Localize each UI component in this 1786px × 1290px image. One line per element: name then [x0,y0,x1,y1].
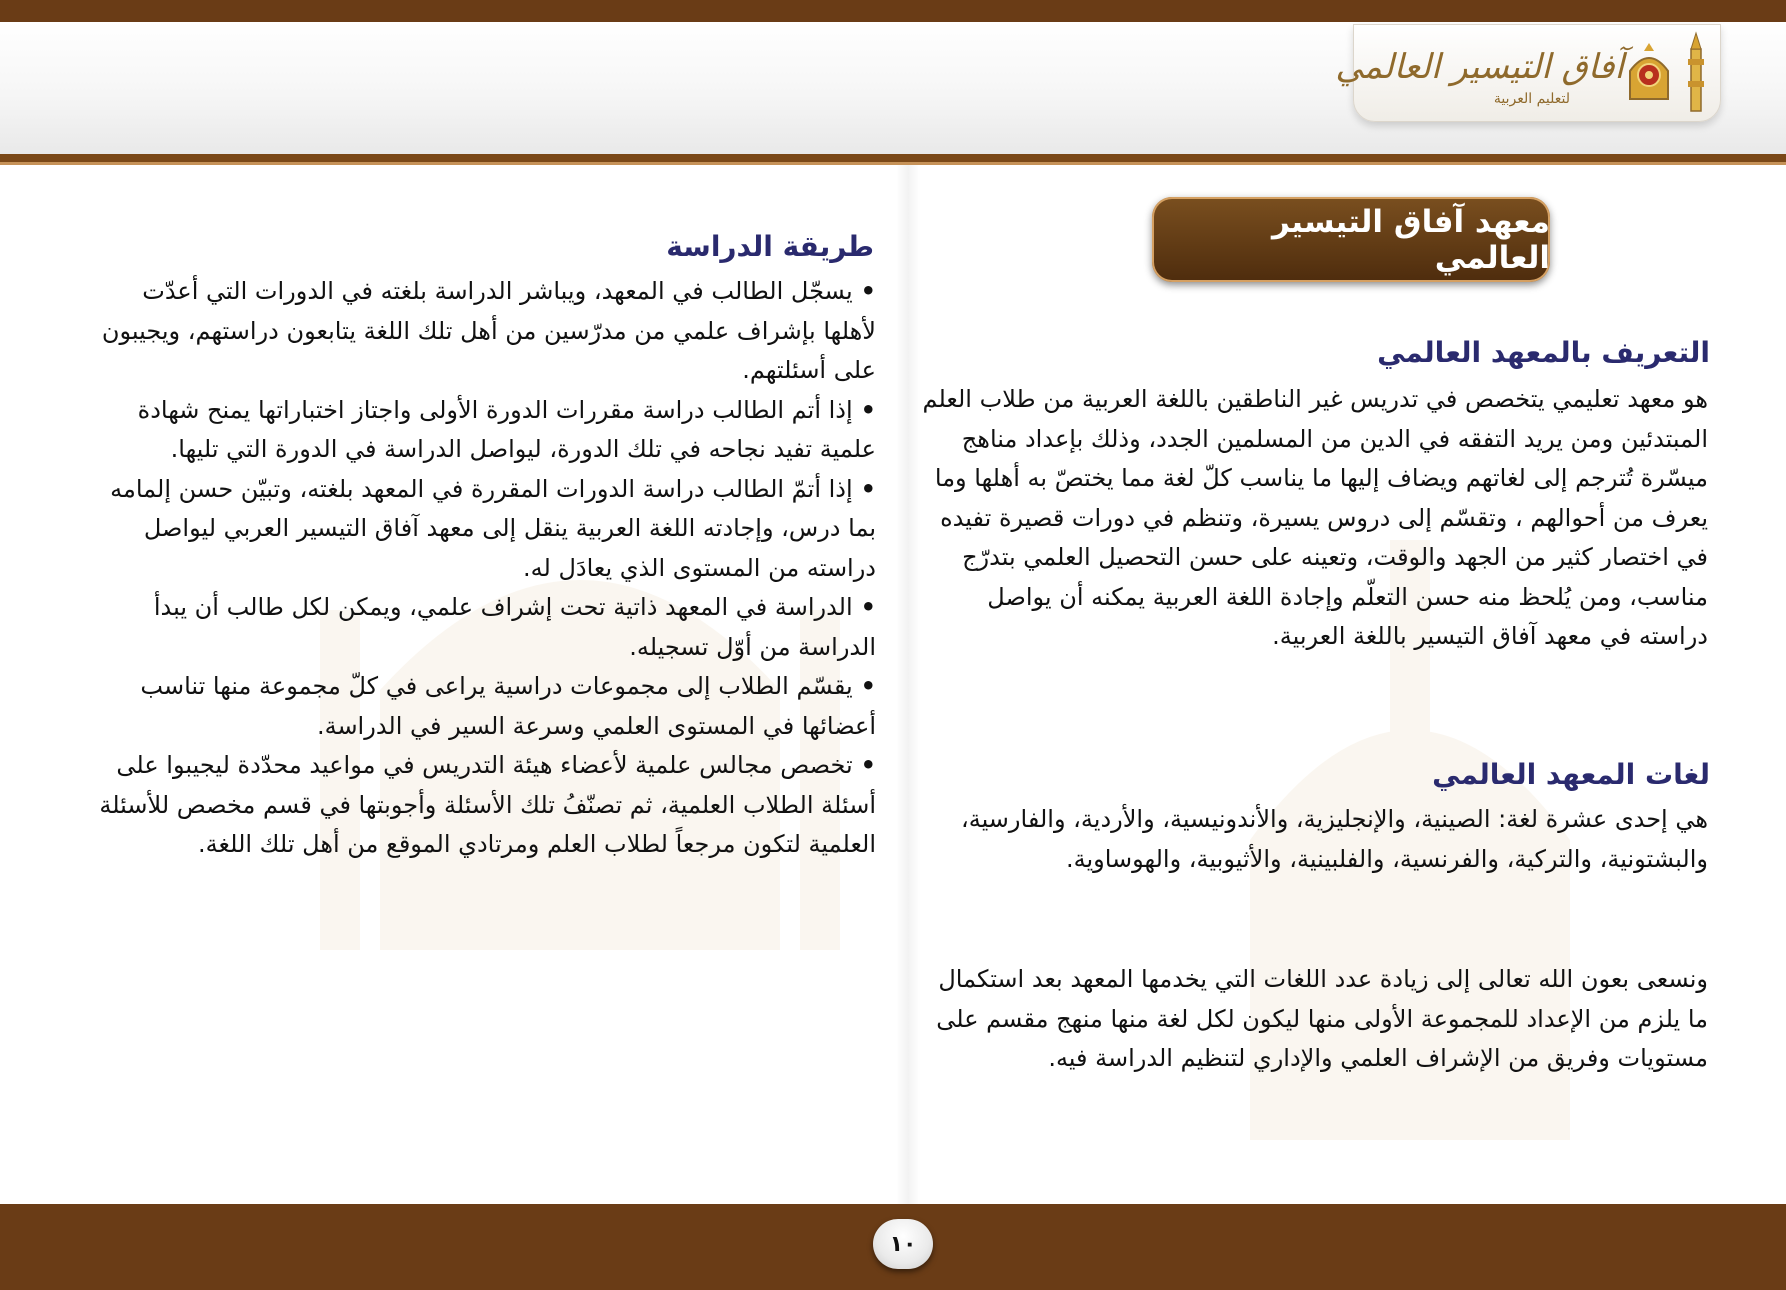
list-item [88,391,876,470]
list-item [88,470,876,589]
logo-emblem-icon [1626,41,1672,103]
top-bar [0,0,1786,22]
study-method-list [88,272,876,865]
list-item [88,746,876,865]
bullet-marker: • [860,593,876,621]
introduction-paragraph: هو معهد تعليمي يتخصص في تدريس غير الناطقين باللغة العربية من طلاب العلم المبتدئين ومن يريد التفقه في الدين من المسلمين الجدد، وذلك بإعداد مناهج ميسّرة تُترجم إلى لغاتهم ويضاف إليها ما يناسب كلّ لغة مما يختصّ به أهلها وما يعرف من أحوالهم ، وتقسّم إلى دروس يسيرة، وتنظم في دورات قصيرة تفيده في اختصار كثير من الجهد والوقت، وتعينه على حسن التحصيل العلمي بتدرّج مناسب، ومن يُلحظ منه حسن التعلّم وإجادة اللغة العربية يمكنه أن يواصل دراسته في معهد آفاق التيسير باللغة العربية. [922,385,1708,650]
languages-plan-paragraph: ونسعى بعون الله تعالى إلى زيادة عدد اللغات التي يخدمها المعهد بعد استكمال ما يلزم من الإعداد للمجموعة الأولى منها ليكون لكل لغة منها منهج مقسم على مستويات وفريق من الإشراف العلمي والإداري لتنظيم الدراسة فيه. [936,965,1708,1072]
section-heading-languages: لغات المعهد العالمي [1432,758,1710,791]
bullet-marker: • [860,277,876,305]
bullet-marker: • [860,672,876,700]
logo-title: آفاق التيسير العالمي [1335,47,1624,87]
list-item-text: يقسّم الطلاب إلى مجموعات دراسية يراعى في كلّ مجموعة منها تناسب أعضائها في المستوى العلمي وسرعة السير في الدراسة. [140,672,876,740]
page-number: ١٠ [873,1219,933,1269]
list-item [88,667,876,746]
languages-paragraph: هي إحدى عشرة لغة: الصينية، والإنجليزية، والأندونيسية، والأردية، والفارسية، والبشتونية، والتركية، والفرنسية، والفلبينية، والأثيوبية، والهوساوية. [960,805,1708,873]
list-item-text: إذا أتم الطالب دراسة مقررات الدورة الأولى واجتاز اختباراتها يمنح شهادة علمية تفيد نجاحه في تلك الدورة، ليواصل الدراسة في الدورة التي تليها. [137,395,876,463]
bullet-marker: • [860,395,876,424]
logo-minaret-icon [1682,29,1710,115]
section-heading-study-method: طريقة الدراسة [666,230,874,263]
list-item [88,588,876,667]
institute-logo [1335,24,1721,122]
header-rule [0,154,1786,162]
list-item [88,272,876,391]
section-heading-introduction: التعريف بالمعهد العالمي [1377,336,1710,369]
institute-title-badge: معهد آفاق التيسير العالمي [1152,197,1550,282]
page-spine [896,165,920,1205]
list-item-text: إذا أتمّ الطالب دراسة الدورات المقررة في المعهد بلغته، وتبيّن حسن إلمامه بما درس، وإجادته اللغة العربية ينقل إلى معهد آفاق التيسير العربي ليواصل دراسته من المستوى الذي يعادَل له. [110,474,876,582]
list-item-text: يسجّل الطالب في المعهد، ويباشر الدراسة بلغته في الدورات التي أعدّت لأهلها بإشراف علمي من مدرّسين من أهل تلك اللغة يتابعون دراستهم، ويجيبون على أسئلتهم. [101,277,876,384]
header-rule-accent [0,162,1786,165]
list-item-text: تخصص مجالس علمية لأعضاء هيئة التدريس في مواعيد محدّدة ليجيبوا على أسئلة الطلاب العلمية، ثم تصنّفُ تلك الأسئلة وأجوبتها في قسم مخصص للأسئلة العلمية لتكون مرجعاً لطلاب العلم ومرتادي الموقع من أهل تلك اللغة. [99,751,876,858]
bullet-marker: • [860,751,876,779]
logo-subtitle: لتعليم العربية [1493,91,1570,107]
list-item-text: الدراسة في المعهد ذاتية تحت إشراف علمي، ويمكن لكل طالب أن يبدأ الدراسة من أوّل تسجيله. [153,593,876,661]
bullet-marker: • [860,474,876,503]
